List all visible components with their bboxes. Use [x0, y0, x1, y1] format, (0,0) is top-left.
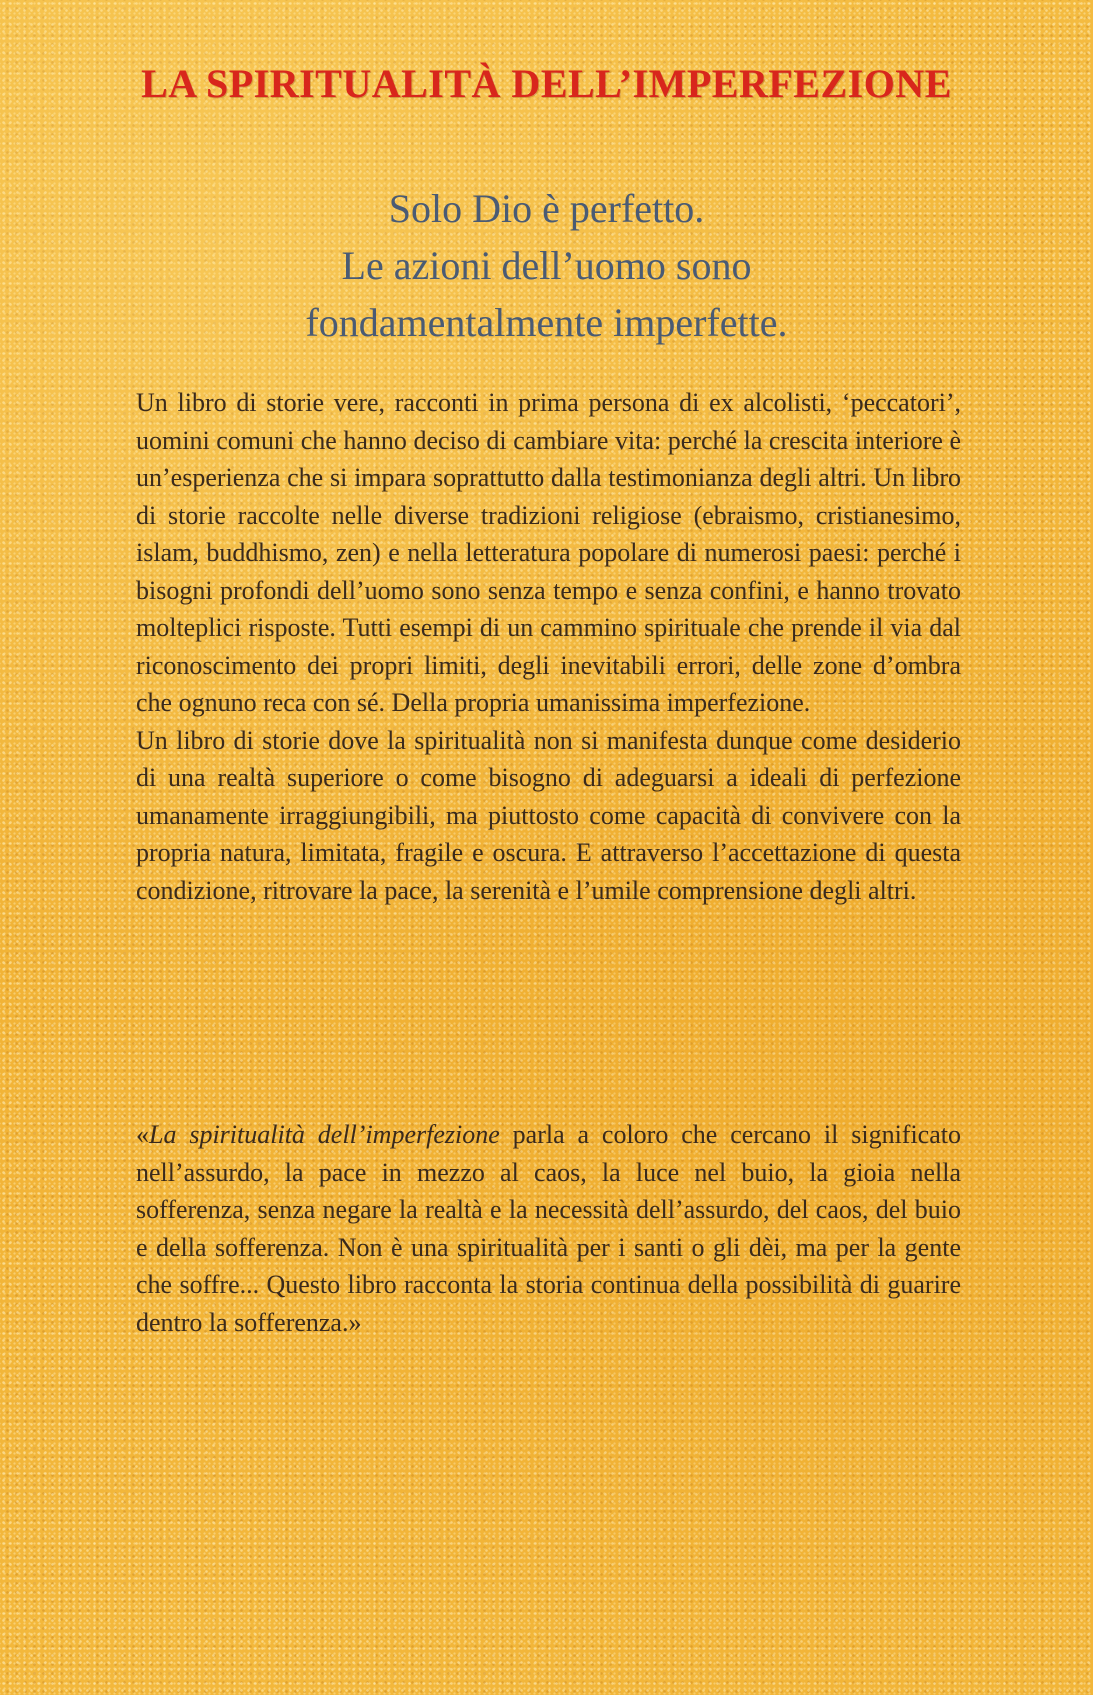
tagline [0, 180, 1093, 351]
tagline-line-3: fondamentalmente imperfette. [305, 300, 788, 345]
tagline-line-2: Le azioni dell’uomo sono [341, 243, 752, 288]
description-paragraph-1: Un libro di storie vere, racconti in prima persona di ex alcolisti, ‘peccatori’, uomini comuni che hanno deciso di cambiare vita: perché la crescita interiore è un’esperienza che si impara soprattutto dalla testimonianza degli altri. Un libro di storie raccolte nelle diverse tradizioni religiose (ebraismo, cristianesimo, islam, buddhismo, zen) e nella letteratura popolare di numerosi paesi: perché i bisogni profondi dell’uomo sono senza tempo e senza confini, e hanno trovato molteplici risposte. Tutti esempi di un cammino spirituale che prende il via dal riconoscimento dei propri limiti, degli inevitabili errori, delle zone d’ombra che ognuno reca con sé. Della propria umanissima imperfezione. [136, 388, 961, 717]
tagline-line-1: Solo Dio è perfetto. [388, 186, 705, 231]
quote-text: parla a coloro che cercano il significato nell’assurdo, la pace in mezzo al caos, la luce nel buio, la gioia nella sofferenza, senza negare la realtà e la necessità dell’assurdo, del caos, del buio e della sofferenza. Non è una spiritualità per i santi o gli dèi, ma per la gente che soffre... Questo libro racconta la storia continua della possibilità di guarire dentro la sofferenza.» [136, 1120, 961, 1337]
description-text [136, 384, 961, 909]
quoted-book-title: La spiritualità dell’imperfezione [149, 1120, 500, 1149]
description-paragraph-2: Un libro di storie dove la spiritualità non si manifesta dunque come desiderio di una realtà superiore o come bisogno di adeguarsi a ideali di perfezione umanamente irraggiungibili, ma piuttosto come capacità di convivere con la propria natura, limitata, fragile e oscura. E attraverso l’accettazione di questa condizione, ritrovare la pace, la serenità e l’umile comprensione degli altri. [136, 725, 961, 905]
book-title: LA SPIRITUALITÀ DELL’IMPERFEZIONE [141, 61, 952, 106]
quote-open-mark: « [136, 1120, 149, 1149]
blurb-quote [136, 1116, 961, 1341]
